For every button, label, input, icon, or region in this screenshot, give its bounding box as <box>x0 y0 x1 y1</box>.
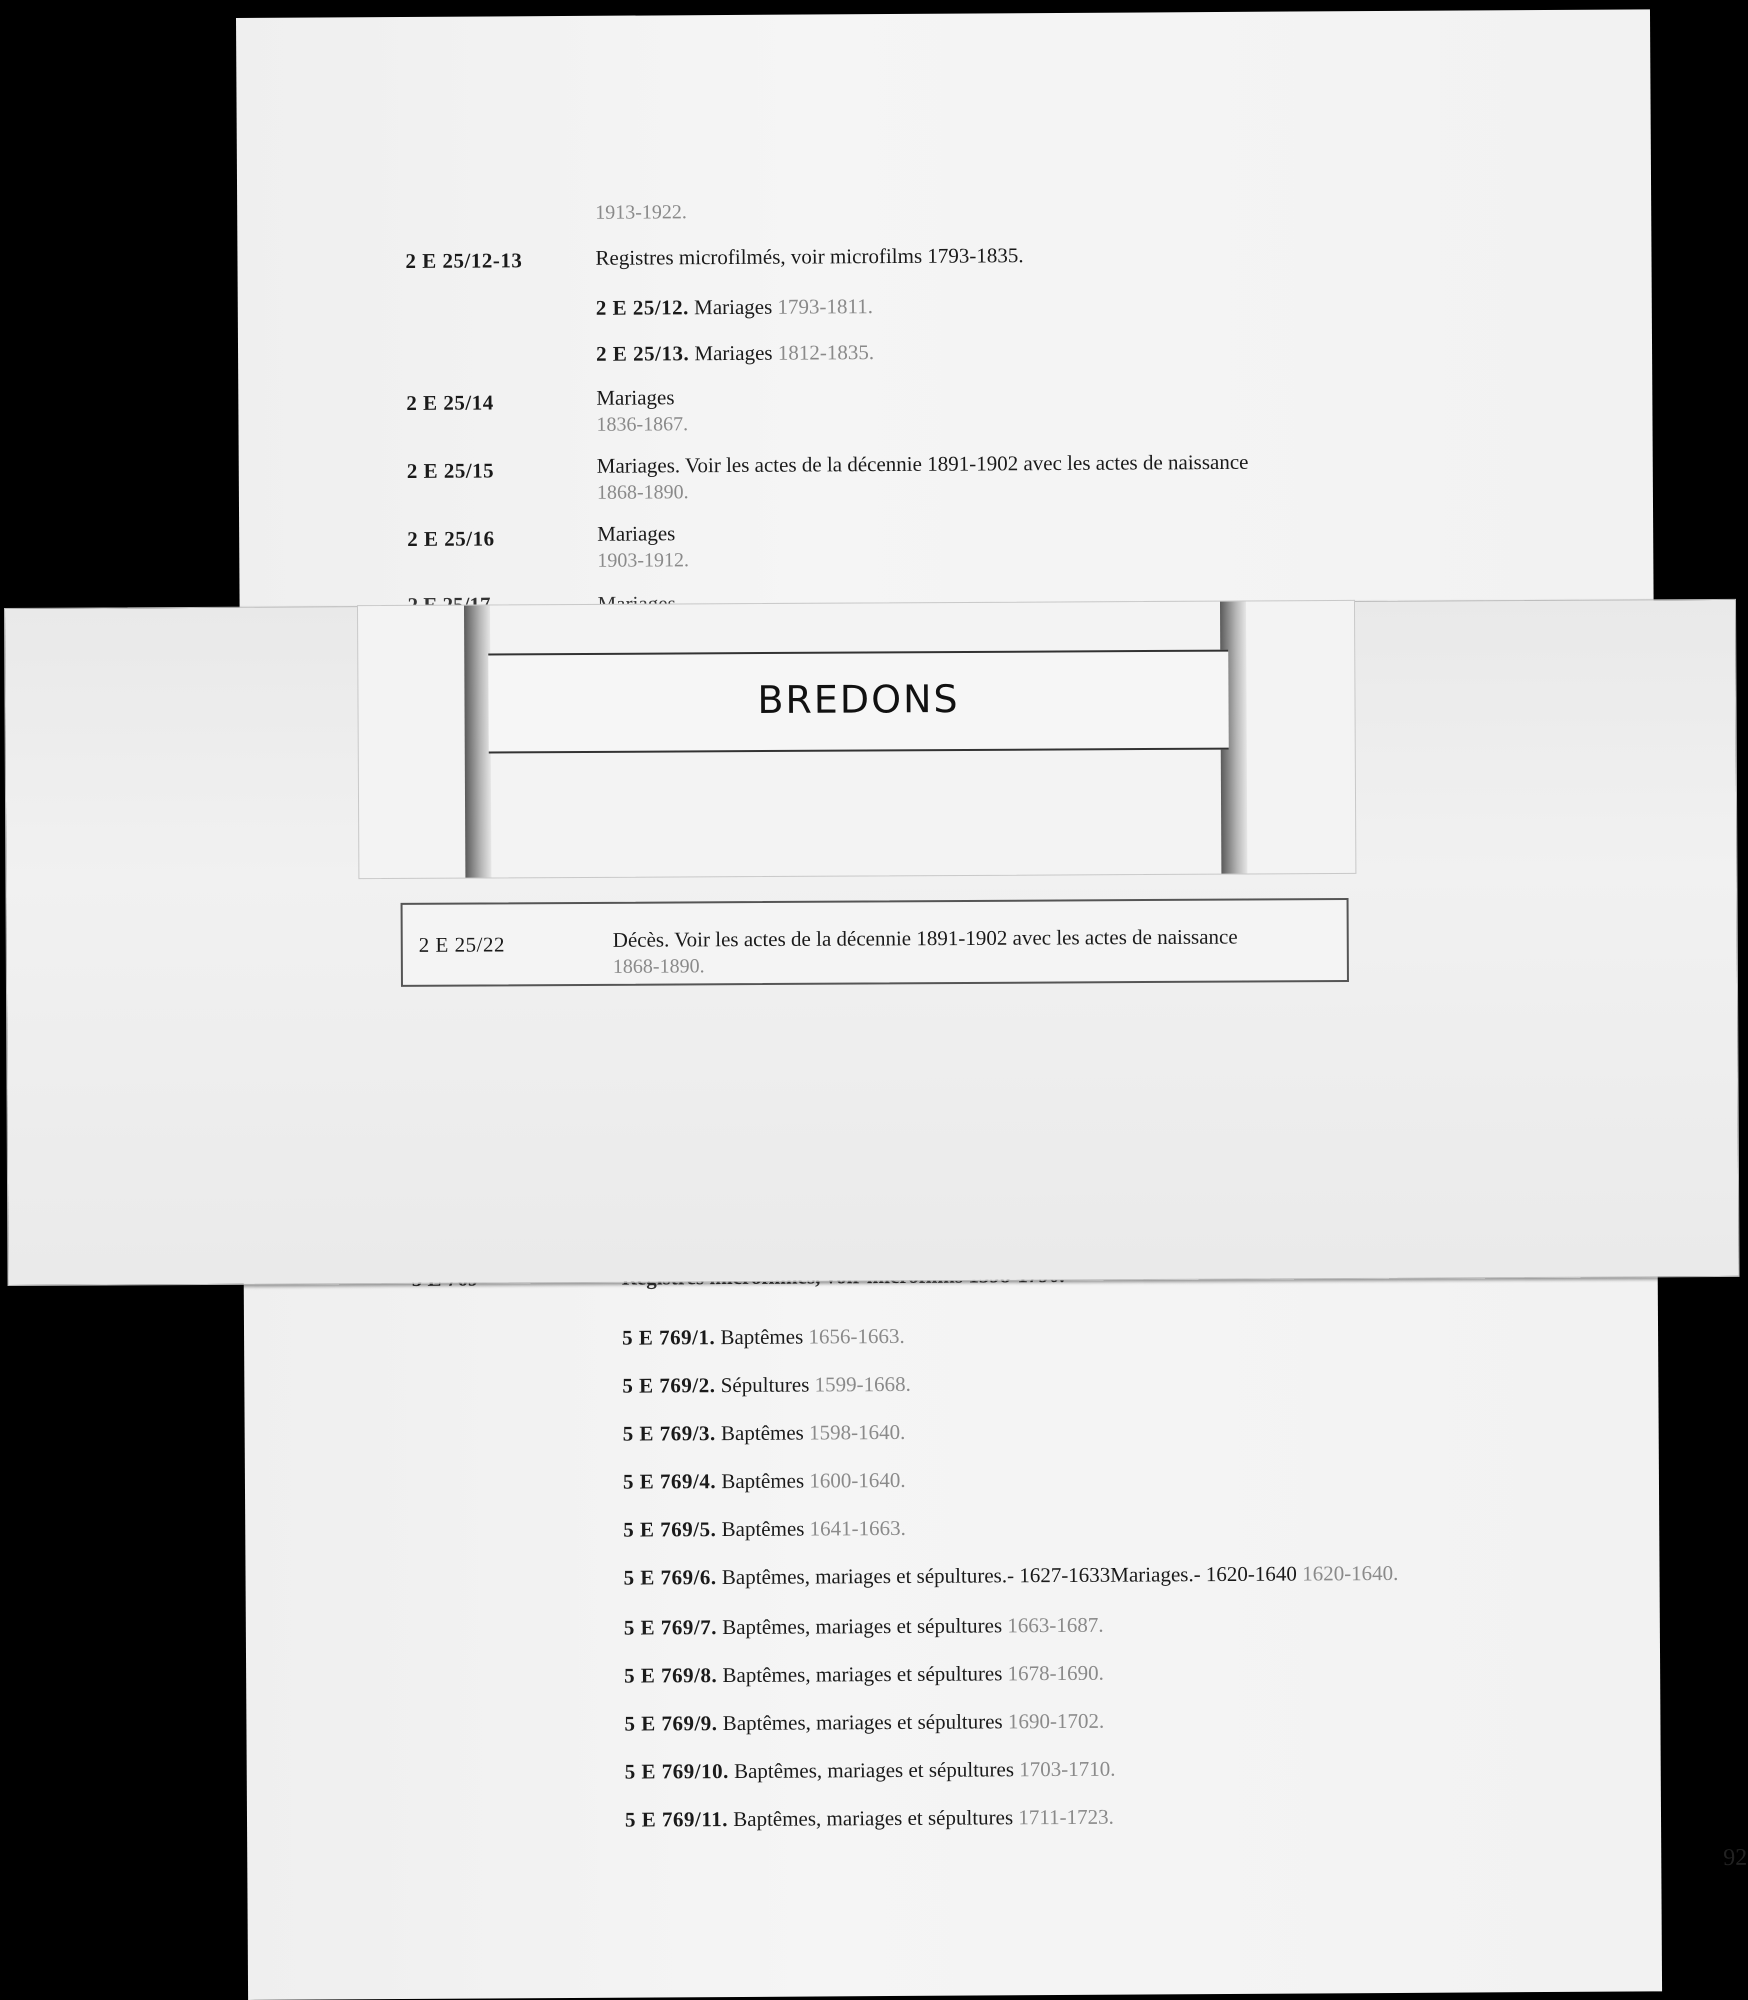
partial-entry-code <box>408 592 528 605</box>
sub-entry: 5 E 769/9. Baptêmes, mariages et sépultures 1690-1702. <box>624 1708 1105 1736</box>
entry-date: 1868-1890. <box>596 481 689 504</box>
sub-entry-date: 1793-1811. <box>777 294 874 319</box>
sub-entry <box>596 340 874 367</box>
commune-label-title: BREDONS <box>757 676 960 723</box>
entry-date: 1868-1890. <box>612 955 705 978</box>
sub-entry: 5 E 769/3. Baptêmes 1598-1640. <box>622 1419 906 1446</box>
entry-code: 2 E 25/22 <box>418 932 506 957</box>
overlay-band <box>4 599 1740 1286</box>
entry-text: Mariages <box>597 521 676 546</box>
sub-entry: 5 E 769/11. Baptêmes, mariages et sépultures 1711-1723. <box>624 1804 1114 1832</box>
entry-code: 2 E 25/14 <box>406 390 494 415</box>
sub-entry: 5 E 769/7. Baptêmes, mariages et sépultures 1663-1687. <box>623 1612 1104 1640</box>
partial-entry-text <box>598 591 718 604</box>
entry-code: 2 E 25/16 <box>407 526 495 551</box>
entry-text: Registres microfilmés, voir microfilms 1793-1835. <box>595 243 1024 270</box>
sub-entry: 5 E 769/2. Sépultures 1599-1668. <box>622 1371 911 1398</box>
sub-entry: 5 E 769/5. Baptêmes 1641-1663. <box>623 1515 906 1542</box>
entry-date: 1903-1912. <box>597 549 690 572</box>
sub-entry: 5 E 769/6. Baptêmes, mariages et sépultures.- 1627-1633Mariages.- 1620-1640 1620-1640. <box>623 1560 1399 1590</box>
sub-entry-code: 2 E 25/12. <box>595 295 689 320</box>
sub-entry: 5 E 769/4. Baptêmes 1600-1640. <box>622 1467 906 1494</box>
commune-label-card <box>357 600 1356 879</box>
sub-entry-text: Mariages <box>694 294 773 320</box>
sub-entry: 5 E 769/8. Baptêmes, mariages et sépultures 1678-1690. <box>624 1660 1104 1688</box>
entry-text: Mariages. Voir les actes de la décennie 1891-1902 avec les actes de naissance <box>596 449 1249 478</box>
sub-entry-date: 1812-1835. <box>777 340 875 365</box>
header-continuation-date: 1913-1922. <box>595 201 687 224</box>
entry-code: 2 E 25/12-13 <box>405 248 523 273</box>
entry-code: 2 E 25/15 <box>406 458 495 483</box>
sub-entry-code: 2 E 25/13. <box>595 341 690 366</box>
page-number: 92 <box>1723 1844 1748 1871</box>
entry-text: Mariages <box>596 385 675 410</box>
entry-text: Décès. Voir les actes de la décennie 1891-1902 avec les actes de naissance <box>612 924 1238 952</box>
sub-entry <box>596 294 873 321</box>
sub-entry-text: Mariages <box>694 340 773 366</box>
inset-entry <box>401 898 1349 987</box>
sub-entry: 5 E 769/1. Baptêmes 1656-1663. <box>621 1323 905 1350</box>
tape-strip-left <box>464 605 491 877</box>
sub-entry: 5 E 769/10. Baptêmes, mariages et sépultures 1703-1710. <box>624 1756 1116 1784</box>
entry-date: 1836-1867. <box>596 413 689 436</box>
label-strip <box>488 650 1229 754</box>
